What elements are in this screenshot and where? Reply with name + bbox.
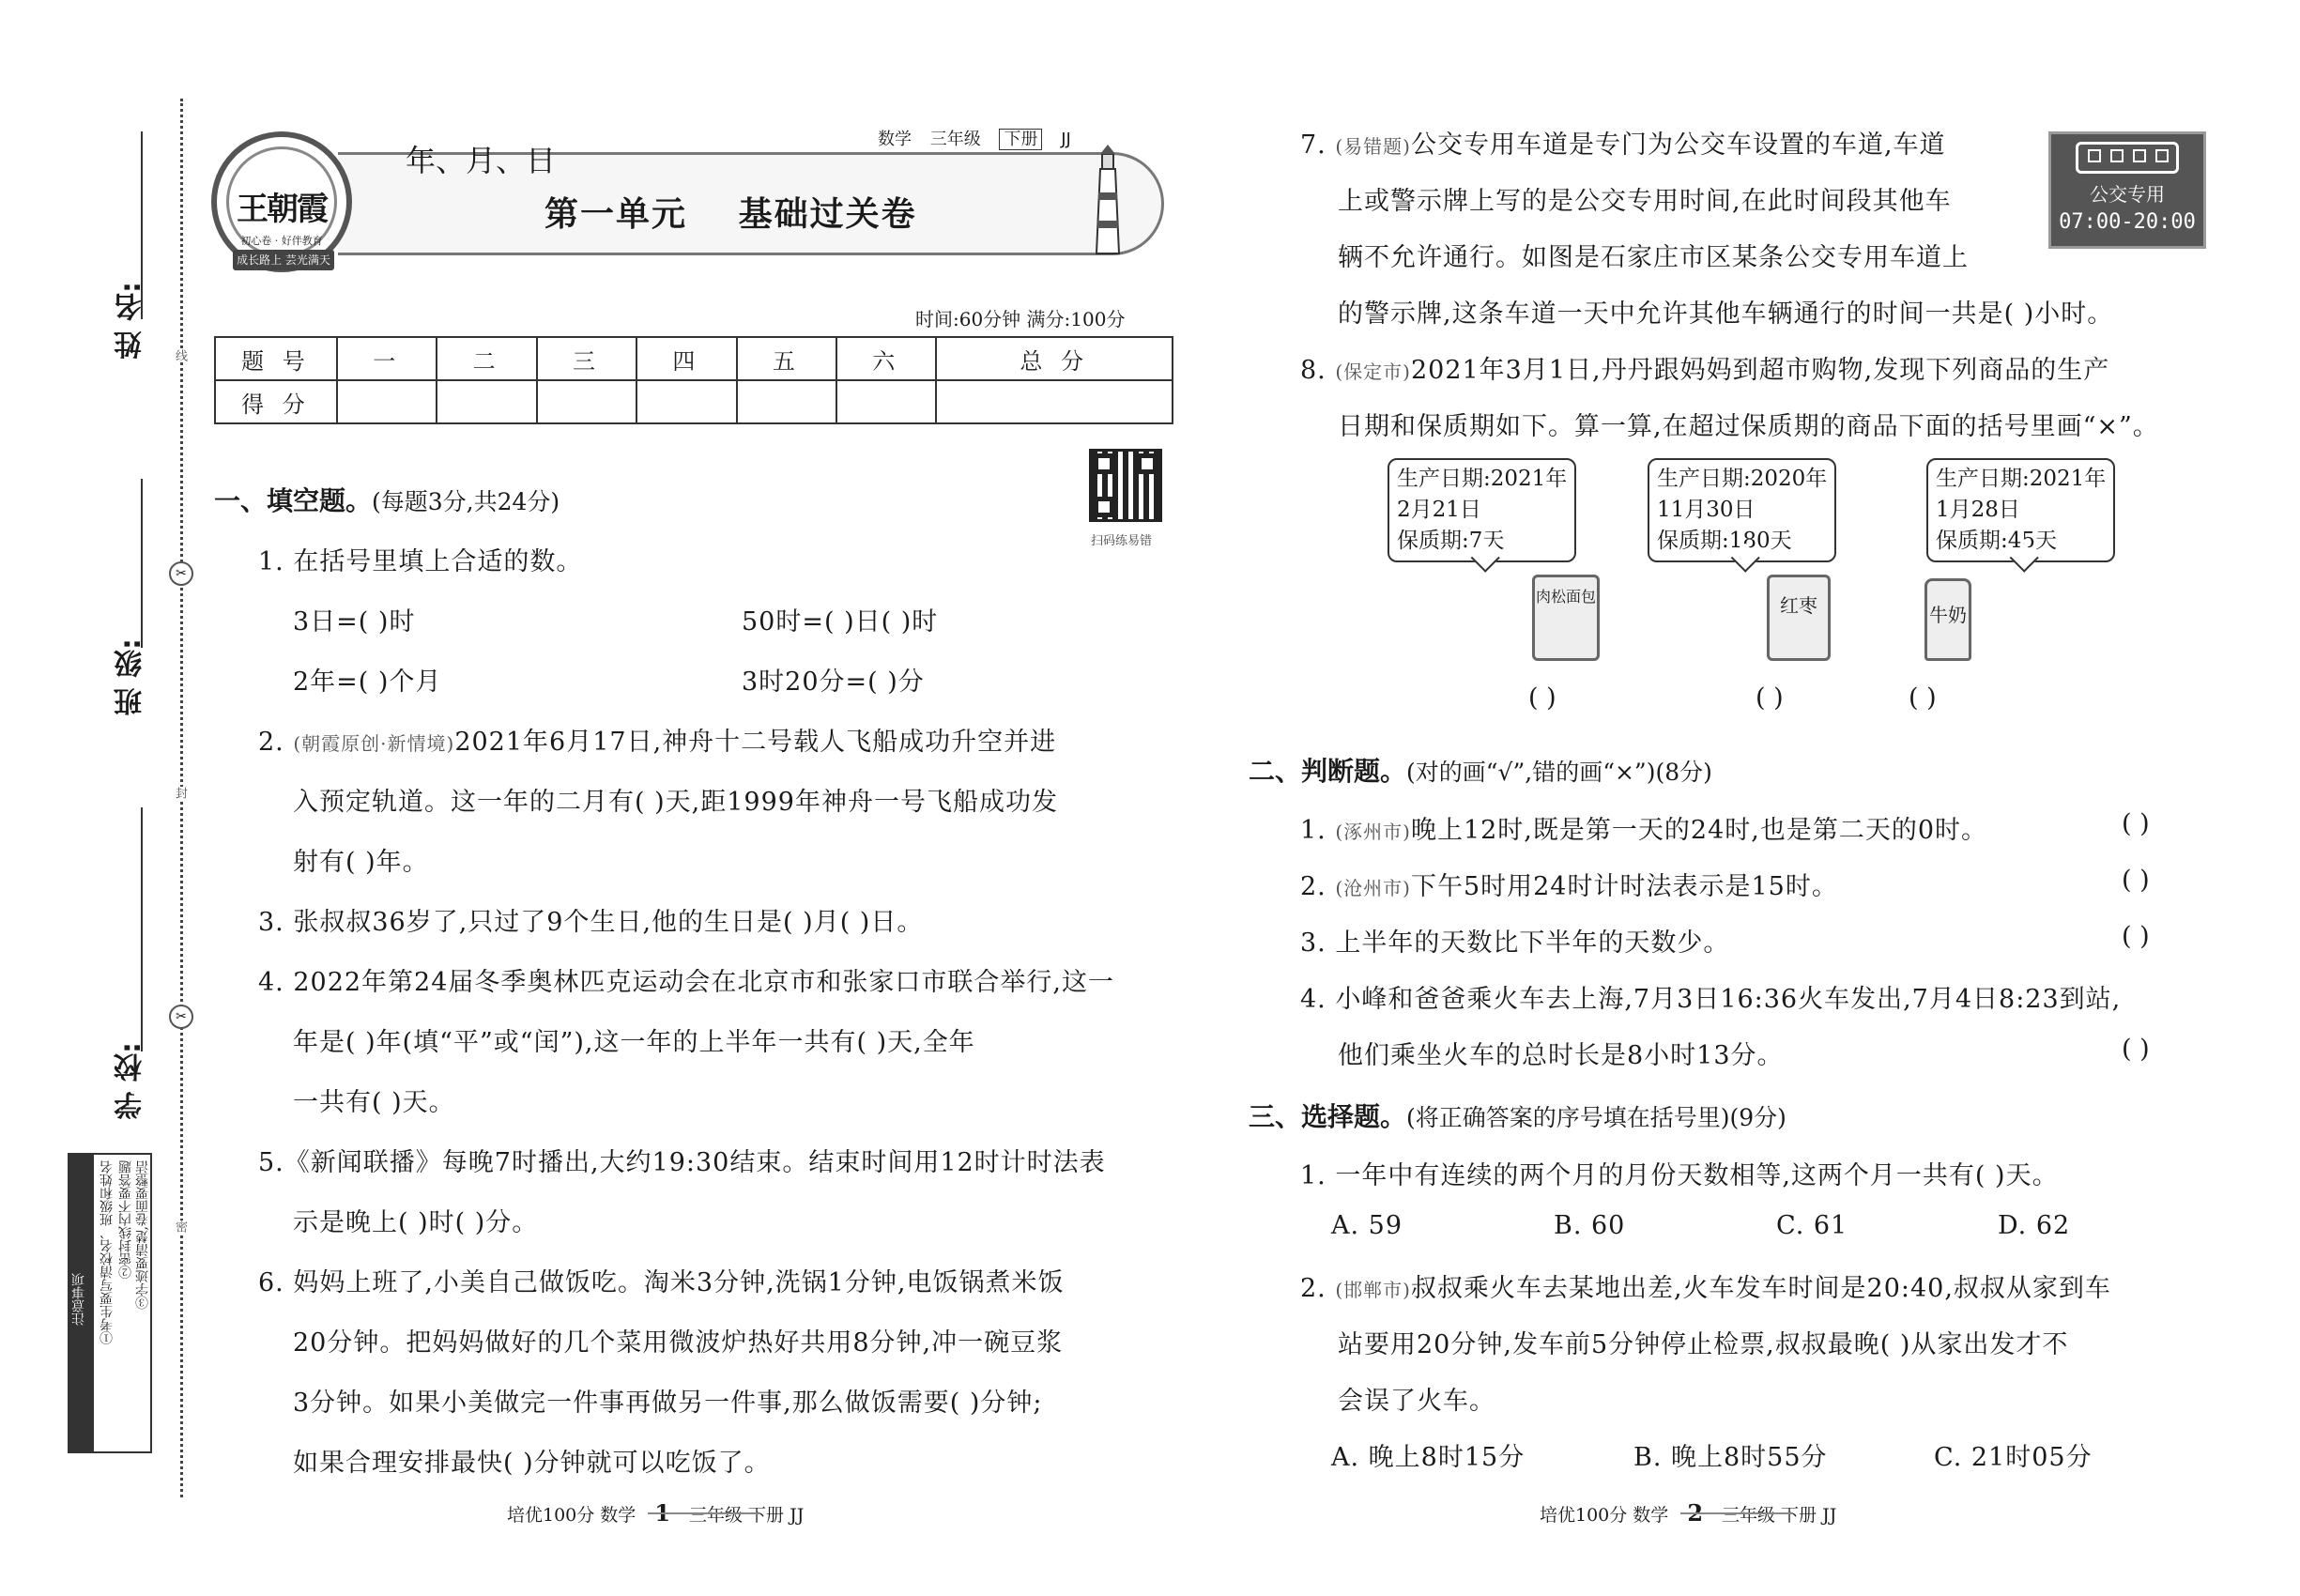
q4-line-2[interactable]: 年是( )年(填“平”或“闰”),这一年的上半年一共有( )天,全年 [293,1028,975,1057]
question-number: 8. [1300,356,1326,385]
product-info-bubble [1388,458,1576,562]
bubble-line: 11月30日 [1657,498,1756,522]
product-info-bubble [1926,458,2115,562]
section-note: (对的画“√”,错的画“×”)(8分) [1406,759,1712,786]
q1-blank-d[interactable]: 3时20分=( )分 [742,668,925,697]
q1-stem: 1. 在括号里填上合适的数。 [258,547,583,576]
notice-heading: 注意事项 [69,1155,94,1451]
class-label: 班 级: [115,638,147,716]
notice-item: ①考生要写清校名、班级和姓名 [100,1160,115,1344]
choice-q1-option-c[interactable]: C. 61 [1776,1211,1848,1240]
score-input-cell[interactable] [936,380,1173,423]
section-title: 三、选择题。 [1249,1101,1407,1132]
question-text: 叔叔乘火车去某地出差,火车发车时间是20:40,叔叔从家到车 [1410,1274,2111,1303]
school-line [141,807,143,1051]
bread-package-icon [1532,575,1600,661]
choice-q2-option-b[interactable]: B. 晚上8时55分 [1633,1443,1828,1472]
meta-grade: 三年级 [929,130,981,149]
bubble-line: 生产日期:2021年 [1936,467,2107,491]
bus-icon [2076,142,2179,174]
title-unit: 第一单元 [544,195,688,234]
q7-line-3: 辆不允许通行。如图是石家庄市区某条公交专用车道上 [1338,243,1969,272]
choice-q1-option-d[interactable]: D. 62 [1998,1211,2071,1240]
sign-label: 公交专用 [2090,183,2165,206]
meta-subject: 数学 [878,130,912,149]
q1-blank-a[interactable]: 3日=( )时 [293,607,416,637]
package-label: 牛奶 [1929,604,1967,626]
logo-ribbon: 成长路上 芸光满天 [233,250,334,270]
scissors-icon: ✂ [169,1005,193,1029]
q2-line-2[interactable]: 入预定轨道。这一年的二月有( )天,距1999年神舟一号飞船成功发 [293,788,1058,817]
score-input-cell[interactable] [537,380,636,423]
table-cell: 五 [737,337,836,380]
question-tag: (邯郸市) [1335,1279,1411,1301]
notice-item: ③字迹要清楚,卷面要整洁 [135,1160,150,1310]
score-input-cell[interactable] [437,380,536,423]
q8-line-1 [1300,349,2109,386]
judge-q4-line-2: 他们乘坐火车的总时长是8小时13分。 [1338,1041,1784,1070]
sign-time: 07:00-20:00 [2059,210,2196,234]
footer-text: 培优100分 数学 [507,1505,636,1526]
choice-q2-line-3: 会误了火车。 [1338,1387,1495,1416]
page-number: 2 [1687,1499,1704,1527]
footer-text: 培优100分 数学 [1540,1505,1669,1526]
choice-q1-option-b[interactable]: B. 60 [1554,1211,1626,1240]
q2-line-3[interactable]: 射有( )年。 [293,848,429,877]
judge-q3: 3. 上半年的天数比下半年的天数少。 [1300,928,1730,958]
table-cell: 总 分 [936,337,1173,380]
scissors-icon: ✂ [169,561,193,586]
question-tag: (沧州市) [1335,877,1411,899]
score-input-cell[interactable] [636,380,736,423]
milk-carton-icon [1924,578,1971,661]
header-meta [878,126,1084,150]
question-text: 2021年6月17日,神舟十二号载人飞船成功升空并进 [454,728,1057,757]
choice-q2-option-c[interactable]: C. 21时05分 [1934,1443,2093,1472]
bubble-line: 保质期:7天 [1397,529,1505,553]
bus-lane-sign [2048,131,2206,249]
bubble-line: 保质期:180天 [1657,529,1792,553]
table-cell: 题 号 [215,337,337,380]
footer-rule [648,1512,704,1514]
section-note: (每题3分,共24分) [372,488,560,515]
q7-line-2: 上或警示牌上写的是公交专用时间,在此时间段其他车 [1338,187,1952,216]
title-name: 基础过关卷 [738,195,917,234]
question-tag: (易错题) [1335,135,1411,158]
q8-answer-3[interactable]: ( ) [1909,683,1937,713]
time-info: 时间:60分钟 满分:100分 [915,308,1126,330]
q8-line-2: 日期和保质期如下。算一算,在超过保质期的商品下面的括号里画“×”。 [1338,412,2159,441]
judge-q2: 2. (沧州市)下午5时用24时计时法表示是15时。 [1300,872,1838,901]
question-text: 2021年3月1日,丹丹跟妈妈到超市购物,发现下列商品的生产 [1410,356,2110,385]
table-cell: 四 [636,337,736,380]
qr-code-icon[interactable] [1089,449,1162,522]
package-label: 肉松面包 [1535,588,1596,606]
question-tag: (涿州市) [1335,821,1411,843]
table-row [215,337,1173,380]
question-text: 公交专用车道是专门为公交车设置的车道,车道 [1410,130,1946,160]
date-label: 年、月、日 [406,143,557,178]
bubble-line: 生产日期:2021年 [1397,467,1568,491]
judge-answer-2[interactable]: ( ) [2122,866,2150,895]
footer-rule [1680,1512,1737,1514]
choice-q1[interactable]: 1. 一年中有连续的两个月的月份天数相等,这两个月一共有( )天。 [1300,1161,2059,1190]
section-2-title [1249,751,1712,789]
q2-line-1 [258,721,1056,758]
name-label: 姓 名: [115,282,147,360]
package-label: 红枣 [1780,594,1817,617]
q6-line-4[interactable]: 如果合理安排最快( )分钟就可以吃饭了。 [293,1449,771,1478]
question-tag: (朝霞原创·新情境) [293,732,455,755]
score-input-cell[interactable] [737,380,836,423]
q7-line-4[interactable]: 的警示牌,这条车道一天中允许其他车辆通行的时间一共是( )小时。 [1338,299,2114,329]
logo-brand: 王朝霞 [237,191,327,228]
bubble-line: 保质期:45天 [1936,529,2058,553]
q1-blank-c[interactable]: 2年=( )个月 [293,668,442,697]
q8-answer-2[interactable]: ( ) [1756,683,1784,713]
q7-line-1 [1300,124,1946,161]
q1-blank-b[interactable]: 50时=( )日( )时 [742,607,939,637]
choice-q2-option-a[interactable]: A. 晚上8时15分 [1331,1443,1526,1472]
school-label: 学 校: [115,1042,147,1120]
meta-edition: JJ [1061,130,1071,149]
section-title: 一、填空题。 [214,485,373,516]
bubble-line: 生产日期:2020年 [1657,467,1828,491]
footer-rule [1737,1512,1793,1514]
bubble-line: 2月21日 [1397,498,1481,522]
logo-sub: 初心卷 · 好伴教育 [240,235,323,247]
cut-mark-1: 线 [173,349,187,361]
lighthouse-icon [1089,141,1127,258]
section-1-title [214,481,560,518]
judge-q4-line-1: 4. 小峰和爸爸乘火车去上海,7月3日16:36火车发出,7月4日8:23到站, [1300,985,2122,1014]
judge-q1: 1. (涿州市)晚上12时,既是第一天的24时,也是第二天的0时。 [1300,816,1988,845]
q5-line-1: 5.《新闻联播》每晚7时播出,大约19:30结束。结束时间用12时计时法表 [258,1148,1106,1177]
date-bag-icon [1767,575,1831,661]
notice-item: ②密封线内不要答题 [118,1160,133,1279]
cut-mark-2: 封 [173,787,187,799]
section-title: 二、判断题。 [1249,756,1407,787]
q3-text[interactable]: 3. 张叔叔36岁了,只过了9个生日,他的生日是( )月( )日。 [258,908,924,937]
q6-line-2: 20分钟。把妈妈做好的几个菜用微波炉热好共用8分钟,冲一碗豆浆 [293,1328,1064,1358]
question-number: 2. [258,728,284,757]
notice-box [68,1153,152,1453]
table-cell: 得 分 [215,380,337,423]
score-input-cell[interactable] [337,380,437,423]
class-line [141,479,143,648]
footer-text: 三年级 下册 JJ [1722,1505,1837,1526]
footer-text: 三年级 下册 JJ [689,1505,805,1526]
choice-q2-line-1: 2. (邯郸市)叔叔乘火车去某地出差,火车发车时间是20:40,叔叔从家到车 [1300,1274,2111,1303]
product-info-bubble [1648,458,1836,562]
q4-line-1: 4. 2022年第24届冬季奥林匹克运动会在北京市和张家口市联合举行,这一 [258,968,1114,997]
judge-answer-1[interactable]: ( ) [2122,809,2150,838]
table-cell: 一 [337,337,437,380]
score-input-cell[interactable] [836,380,936,423]
meta-volume: 下册 [999,129,1042,150]
qr-caption: 扫码练易错 [1091,534,1153,548]
cut-mark-3: 密 [173,1220,187,1233]
score-table [214,336,1173,424]
bubble-line: 1月28日 [1936,498,2020,522]
choice-q1-option-a[interactable]: A. 59 [1331,1211,1403,1240]
choice-q2-line-2[interactable]: 站要用20分钟,发车前5分钟停止检票,叔叔最晚( )从家出发才不 [1338,1330,2069,1359]
question-text: 下午5时用24时计时法表示是15时。 [1410,872,1838,901]
question-tag: (保定市) [1335,361,1411,383]
q8-answer-1[interactable]: ( ) [1528,683,1556,713]
table-cell: 六 [836,337,936,380]
question-text: 晚上12时,既是第一天的24时,也是第二天的0时。 [1410,816,1988,845]
q6-line-3[interactable]: 3分钟。如果小美做完一件事再做另一件事,那么做饭需要( )分钟; [293,1389,1043,1418]
section-3-title [1249,1097,1786,1134]
judge-answer-4[interactable]: ( ) [2122,1035,2150,1064]
page-number: 1 [654,1499,671,1527]
page-title [544,188,955,236]
section-note: (将正确答案的序号填在括号里)(9分) [1406,1104,1786,1131]
footer-rule [704,1512,760,1514]
question-number: 7. [1300,130,1326,160]
judge-answer-3[interactable]: ( ) [2122,922,2150,951]
q5-line-2[interactable]: 示是晚上( )时( )分。 [293,1208,539,1237]
table-cell: 二 [437,337,536,380]
table-cell: 三 [537,337,636,380]
table-row [215,380,1173,423]
q6-line-1: 6. 妈妈上班了,小美自己做饭吃。淘米3分钟,洗锅1分钟,电饭锅煮米饭 [258,1268,1065,1297]
q4-line-3[interactable]: 一共有( )天。 [293,1088,455,1117]
